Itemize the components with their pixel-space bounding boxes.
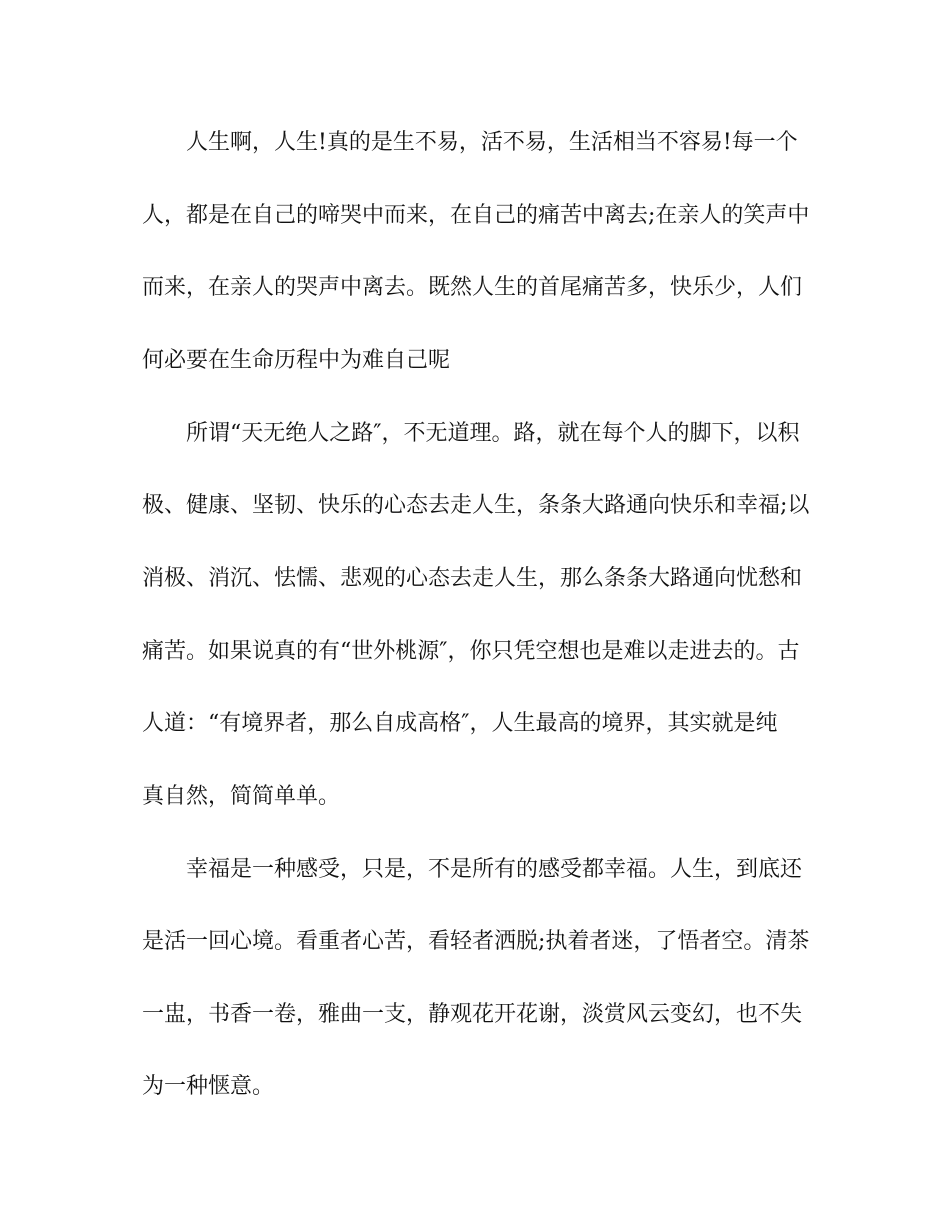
paragraph-2-line-3: 消极、消沉、怯懦、悲观的心态去走人生，那么条条大路通向忧愁和 — [142, 566, 803, 591]
paragraph-1-line-4: 何必要在生命历程中为难自己呢 — [142, 348, 451, 373]
paragraph-3-line-2: 是活一回心境。看重者心苦，看轻者洒脱;执着者迷，了悟者空。清茶 — [142, 929, 810, 954]
paragraph-2-line-6: 真自然，简简单单。 — [142, 784, 341, 809]
paragraph-1-line-2: 人，都是在自己的啼哭中而来，在自己的痛苦中离去;在亲人的笑声中 — [142, 203, 810, 228]
paragraph-3-line-1: 幸福是一种感受，只是，不是所有的感受都幸福。人生，到底还 — [186, 857, 803, 882]
paragraph-2-line-1: 所谓“天无绝人之路″，不无道理。路，就在每个人的脚下，以积 — [186, 421, 800, 446]
paragraph-3-line-3: 一盅，书香一卷，雅曲一支，静观花开花谢，淡赏风云变幻，也不失 — [142, 1002, 803, 1027]
paragraph-1-line-3: 而来，在亲人的哭声中离去。既然人生的首尾痛苦多，快乐少，人们 — [142, 275, 803, 300]
paragraph-3-line-4: 为一种惬意。 — [142, 1074, 275, 1099]
paragraph-2-line-4: 痛苦。如果说真的有“世外桃源″，你只凭空想也是难以走进去的。古 — [142, 639, 800, 664]
paragraph-2-line-2: 极、健康、坚韧、快乐的心态去走人生，条条大路通向快乐和幸福;以 — [142, 493, 810, 518]
paragraph-1-line-1: 人生啊，人生!真的是生不易，活不易，生活相当不容易!每一个 — [186, 130, 798, 155]
paragraph-2-line-5: 人道：“有境界者，那么自成高格″，人生最高的境界，其实就是纯 — [142, 711, 778, 736]
